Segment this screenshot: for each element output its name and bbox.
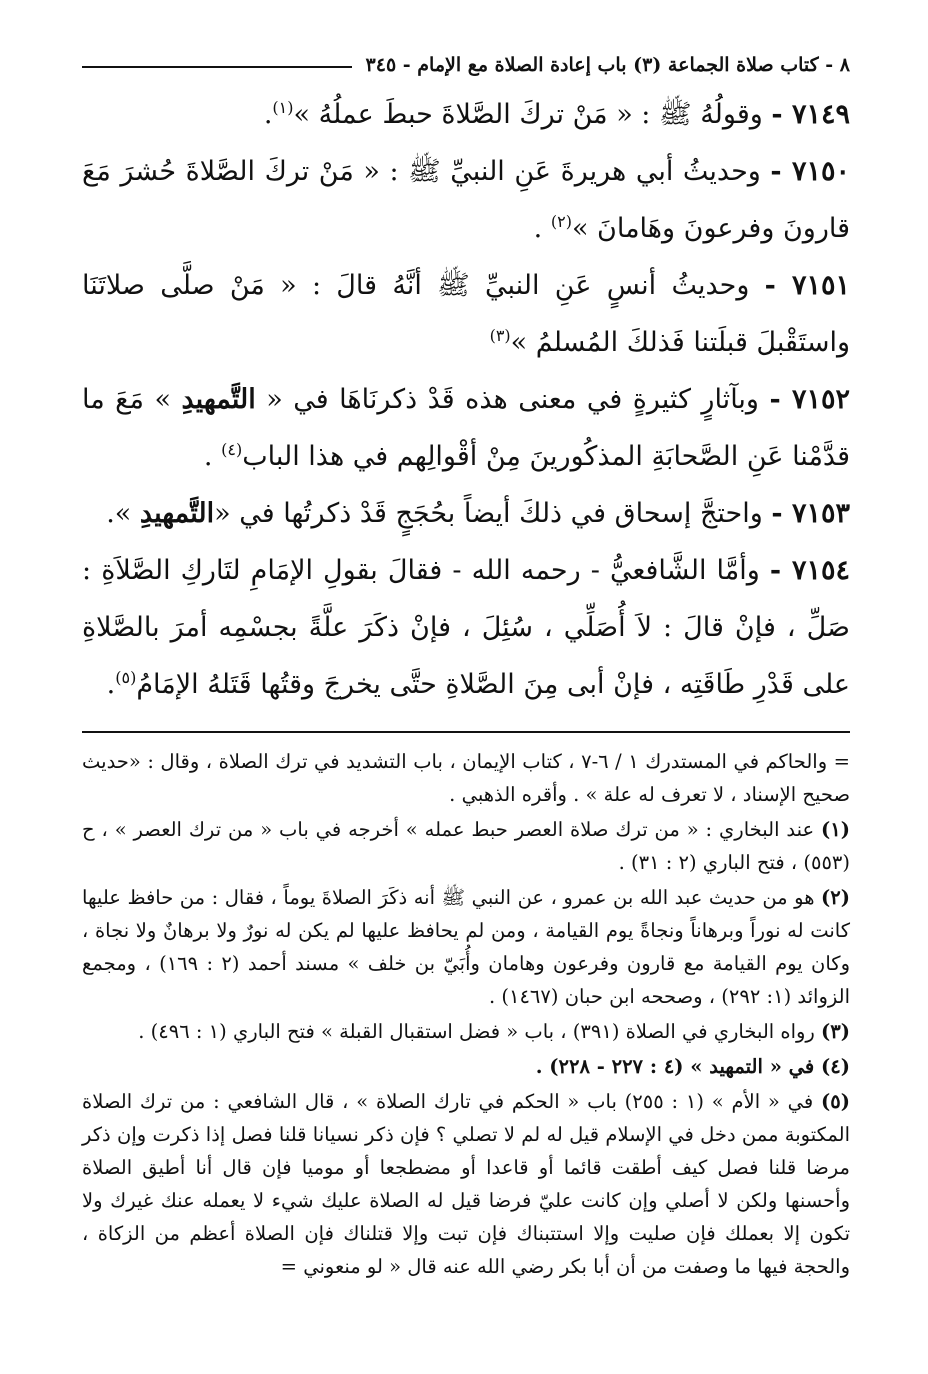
paragraph-7152: [82, 371, 850, 485]
footnote-ref: (٥): [115, 668, 137, 687]
footnote-3: [82, 1015, 850, 1048]
paragraph-number: ٧١٥١ -: [764, 270, 850, 301]
footnotes: [82, 745, 850, 1283]
footnote-text: هو من حديث عبد الله بن عمرو ، عن النبي ﷺ أنه ذكَرَ الصلاةَ يوماً ، فقال : من حافظ عليها كانت له نوراً وبرهاناً ونجاةً يوم القيامة ، ومن لم يحافظ عليها لم يكن له نورٌ ولا برهانٌ ولا نجاة ، وكان يوم القيامة مع قارون وفرعون وهامان وأُبَيّ بن خلف » مسند أحمد (٢ : ١٦٩) ، ومجمع الزوائد (١: ٢٩٢) ، وصححه ابن حبان (١٤٦٧) .: [82, 886, 850, 1008]
footnote-continuation: [82, 745, 850, 811]
running-header: [82, 48, 850, 82]
paragraph-7153: [82, 485, 850, 542]
footnote-1: [82, 813, 850, 879]
paragraph-7149: [82, 86, 850, 143]
book-title: التَّمهيدِ: [181, 384, 256, 415]
footnote-ref: (٤): [221, 440, 243, 459]
footnote-label: (٣): [821, 1020, 850, 1043]
footnote-5: [82, 1085, 850, 1283]
footnote-label: (٤): [821, 1055, 850, 1078]
footnote-2: [82, 881, 850, 1013]
paragraph-text: وحديثُ أنسٍ عَنِ النبيِّ ﷺ أنَّهُ قالَ : « مَنْ صلَّى صلاتَنَا واستَقْبلَ قبلَتنا فَذلكَ المُسلمُ »: [82, 270, 850, 358]
paragraph-text: وحديثُ أبي هريرةَ عَنِ النبيِّ ﷺ : « مَنْ تركَ الصَّلاةَ حُشرَ مَعَ قارونَ وفرعونَ وهَامانَ »: [82, 156, 850, 244]
footnote-4: [82, 1050, 850, 1083]
paragraph-tail: .: [533, 213, 551, 244]
footnotes-divider: [82, 731, 850, 733]
footnote-ref: (٢): [550, 212, 572, 231]
header-rule: [82, 66, 352, 68]
paragraph-text: وبآثارٍ كثيرةٍ في معنى هذه قَدْ ذكرنَاهَا في «: [255, 384, 770, 415]
paragraph-number: ٧١٥٤ -: [769, 555, 850, 586]
paragraph-7151: [82, 257, 850, 371]
paragraph-tail: .: [203, 441, 222, 472]
footnote-text: = والحاكم في المستدرك ١ / ٦-٧ ، كتاب الإيمان ، باب التشديد في ترك الصلاة ، وقال : «حديث صحيح الإسناد ، لا تعرف له علة » . وأقره الذهبي .: [82, 750, 850, 806]
book-title: التَّمهيدِ: [139, 498, 215, 529]
footnote-text: رواه البخاري في الصلاة (٣٩١) ، باب « فضل استقبال القبلة » فتح الباري (١ : ٤٩٦) .: [138, 1020, 822, 1043]
paragraph-tail: .: [106, 669, 116, 700]
paragraph-text-continued: » مَعَ ما قدَّمْنا عَنِ الصَّحابَةِ المذكُورينَ مِنْ أقْوالِهم في هذا الباب: [82, 384, 850, 472]
paragraph-number: ٧١٥٢ -: [769, 384, 850, 415]
paragraph-number: ٧١٥٠ -: [770, 156, 851, 187]
paragraph-number: ٧١٤٩ -: [771, 99, 850, 130]
footnote-text: في « التمهيد » (٤ : ٢٢٧ - ٢٢٨) .: [535, 1055, 822, 1078]
footnote-text: عند البخاري : « من ترك صلاة العصر حبط عمله » أخرجه في باب « من ترك العصر » ، ح (٥٥٣) ، فتح الباري (٢ : ٣١) .: [82, 818, 850, 874]
footnote-label: (٥): [821, 1090, 850, 1113]
footnote-label: (٢): [821, 886, 850, 909]
paragraph-text: وقولُهُ ﷺ : « مَنْ تركَ الصَّلاةَ حبطَ عملُهُ »: [293, 99, 772, 130]
paragraph-7154: [82, 542, 850, 713]
paragraph-7150: [82, 143, 850, 257]
footnote-text: في « الأم » (١ : ٢٥٥) باب « الحكم في تارك الصلاة » ، قال الشافعي : من ترك الصلاة المكتوبة ممن دخل في الإسلام قيل له لم لا تصلي ؟ فإن ذكر نسيانا قلنا فصل إذا ذكرت وإن ذكر مرضا قلنا فصل كيف أطقت قائما أو قاعدا أو مضطجعا أو موميا فإن قال أنا أطيق الصلاة وأحسنها ولكن لا أصلي وإن كانت عليّ فرضا قيل له الصلاة عليك شيء لا يعمله عنك غيرك ولا تكون إلا بعملك فإن صليت وإلا استتبناك فإن تبت وإلا قتلناك فإن الصلاة أعظم من الزكاة ، والحجة فيها ما وصفت من أن أبا بكر رضي الله عنه قال « لو منعوني =: [82, 1090, 850, 1278]
paragraph-text: وأمَّا الشَّافعيُّ - رحمه الله - فقالَ بقولِ الإمَامِ لتَاركِ الصَّلاَةِ : صَلِّ ، فإنْ قالَ : لاَ أُصَلِّي ، سُئِلَ ، فإنْ ذكَرَ علَّةً بجسْمِه أمرَ بالصَّلاةِ على قَدْرِ طَاقَتِه ، فإنْ أبى مِنَ الصَّلاةِ حتَّى يخرجَ وقتُها قَتَلهُ الإمَامُ: [82, 555, 850, 700]
header-text: ٨ - كتاب صلاة الجماعة (٣) باب إعادة الصلاة مع الإمام - ٣٤٥: [365, 54, 850, 76]
main-text: [82, 86, 850, 713]
paragraph-number: ٧١٥٣ -: [771, 498, 850, 529]
footnote-ref: (٣): [489, 326, 511, 345]
paragraph-text: واحتجَّ إسحاق في ذلكَ أيضاً بحُجَجٍ قَدْ ذكرتُها في «: [214, 498, 772, 529]
paragraph-text-continued: ».: [106, 498, 140, 529]
footnote-ref: (١): [272, 98, 294, 117]
footnote-label: (١): [821, 818, 850, 841]
paragraph-tail: .: [263, 99, 273, 130]
